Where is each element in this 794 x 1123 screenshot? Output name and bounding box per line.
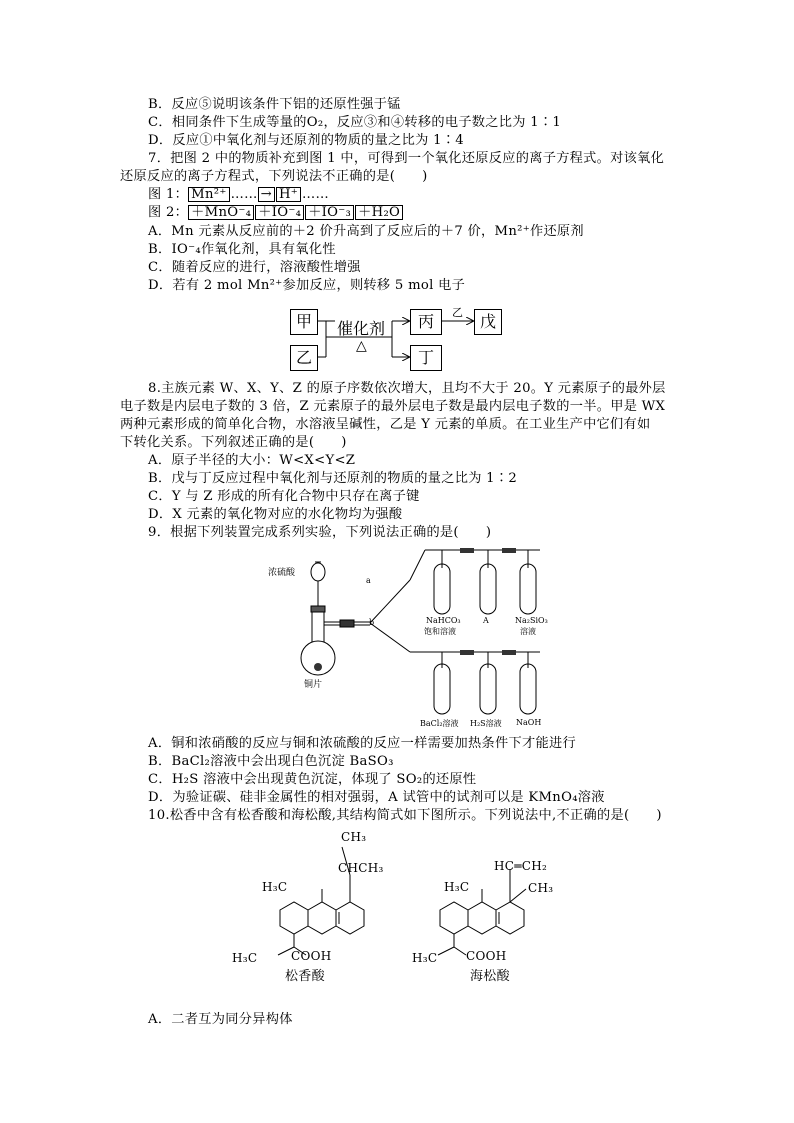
label-branch-a: a: [366, 576, 371, 585]
flow-catalyst-label: 催化剂: [337, 319, 386, 338]
fig2-label: 图 2：: [148, 205, 189, 220]
label-na2sio3: Na₂SiO₃: [515, 616, 548, 625]
option-a-q10: A．二者互为同分异构体: [148, 1012, 293, 1027]
q8-stem-line2: 电子数是内层电子数的 3 倍，Z 元素原子的最外层电子数是最内层电子数的一半。甲是 WX: [120, 399, 666, 414]
s2-h3c-top: H₃C: [444, 880, 470, 894]
option-a-q8: A．原子半径的大小：W<X<Y<Z: [148, 453, 356, 468]
s1-ch3-top: CH₃: [341, 830, 367, 844]
flow-arrow-label: 乙: [452, 306, 463, 319]
label-acid: 浓硫酸: [268, 568, 296, 578]
label-copper: 铜片: [304, 680, 323, 690]
flow-heat-symbol: △: [356, 338, 367, 354]
s2-name: 海松酸: [470, 969, 510, 984]
fig2-box-io4: ＋IO⁻₄: [255, 205, 304, 220]
option-a-q7: A．Mn 元素从反应前的＋2 价升高到了反应后的＋7 价，Mn²⁺作还原剂: [148, 224, 584, 239]
option-d-q6: D．反应①中氧化剂与还原剂的物质的量之比为 1∶4: [148, 133, 464, 148]
label-saturated: 饱和溶液: [424, 627, 456, 636]
flow-box-yi: 乙: [290, 345, 318, 371]
label-bacl2: BaCl₂溶液: [420, 719, 459, 728]
option-d-q9: D．为验证碳、硅非金属性的相对强弱，A 试管中的试剂可以是 KMnO₄溶液: [148, 790, 605, 805]
option-c-q8: C．Y 与 Z 形成的所有化合物中只存在离子键: [148, 489, 420, 504]
s1-chch3: CHCH₃: [338, 861, 384, 875]
s1-cooh: COOH: [291, 949, 332, 963]
option-c-q7: C．随着反应的进行，溶液酸性增强: [148, 260, 361, 275]
s2-cooh: COOH: [466, 949, 507, 963]
q10-stem: 10.松香中含有松香酸和海松酸,其结构简式如下图所示。下列说法中,不正确的是( ): [148, 808, 662, 823]
fig2-box-io3: ＋IO⁻₃: [305, 205, 354, 220]
fig2-box-mno4: ＋MnO⁻₄: [188, 205, 254, 220]
option-b-q8: B．戊与丁反应过程中氧化剂与还原剂的物质的量之比为 1∶2: [148, 471, 518, 486]
label-naoh: NaOH: [516, 718, 542, 727]
option-b-q7: B．IO⁻₄作氧化剂，具有氧化性: [148, 242, 336, 257]
q8-stem-line4: 下转化关系。下列叙述正确的是( ): [120, 435, 347, 450]
fig1-dots2: ……: [302, 187, 330, 202]
q9-stem: 9．根据下列装置完成系列实验，下列说法正确的是( ): [148, 525, 492, 540]
s1-h3c-bottom: H₃C: [232, 951, 258, 965]
s1-name: 松香酸: [285, 969, 325, 984]
flow-box-bing: 丙: [410, 309, 442, 335]
option-c-q6: C．相同条件下生成等量的O₂，反应③和④转移的电子数之比为 1∶1: [148, 115, 562, 130]
flow-arrows: [0, 0, 794, 400]
label-tube-a: A: [483, 616, 489, 625]
q7-stem-line2: 还原反应的离子方程式，下列说法不正确的是( ): [120, 169, 428, 184]
q8-stem-line1: 8.主族元素 W、X、Y、Z 的原子序数依次增大，且均不大于 20。Y 元素原子的最外层: [148, 381, 666, 396]
s2-h3c-bottom: H₃C: [412, 951, 438, 965]
option-c-q9: C．H₂S 溶液中会出现黄色沉淀，体现了 SO₂的还原性: [148, 772, 477, 787]
label-h2s: H₂S溶液: [470, 719, 502, 728]
apparatus-drawing: [270, 540, 560, 730]
label-solution: 溶液: [520, 627, 536, 636]
fig2-box-h2o: ＋H₂O: [355, 205, 403, 220]
s1-h3c-top: H₃C: [262, 880, 288, 894]
q8-stem-line3: 两种元素形成的简单化合物，水溶液呈碱性，乙是 Y 元素的单质。在工业生产中它们有如: [120, 417, 651, 432]
q7-stem-line1: 7．把图 2 中的物质补充到图 1 中，可得到一个氧化还原反应的离子方程式。对该氧化: [148, 151, 665, 166]
fig1-dots: ……: [230, 187, 258, 202]
option-d-q8: D．X 元素的氧化物对应的水化物均为强酸: [148, 507, 403, 522]
label-nahco3: NaHCO₃: [426, 616, 461, 625]
s2-ch3: CH₃: [528, 881, 554, 895]
option-b-q6: B．反应⑤说明该条件下铝的还原性强于锰: [148, 97, 401, 112]
label-branch-b: b: [369, 618, 375, 627]
flow-box-ding: 丁: [410, 345, 442, 371]
option-b-q9: B．BaCl₂溶液中会出现白色沉淀 BaSO₃: [148, 754, 394, 769]
flow-box-wu: 戊: [474, 309, 502, 335]
option-d-q7: D．若有 2 mol Mn²⁺参加反应，则转移 5 mol 电子: [148, 278, 466, 293]
fig1-box-h: H⁺: [276, 187, 301, 202]
fig1-box-mn: Mn²⁺: [188, 187, 229, 202]
fig1-arrow-box: →: [258, 187, 275, 202]
s2-vinyl: HC═CH₂: [494, 859, 548, 873]
option-a-q9: A．铜和浓硝酸的反应与铜和浓硫酸的反应一样需要加热条件下才能进行: [148, 736, 576, 751]
fig1-label: 图 1：: [148, 187, 189, 202]
flow-box-jia: 甲: [290, 309, 318, 335]
